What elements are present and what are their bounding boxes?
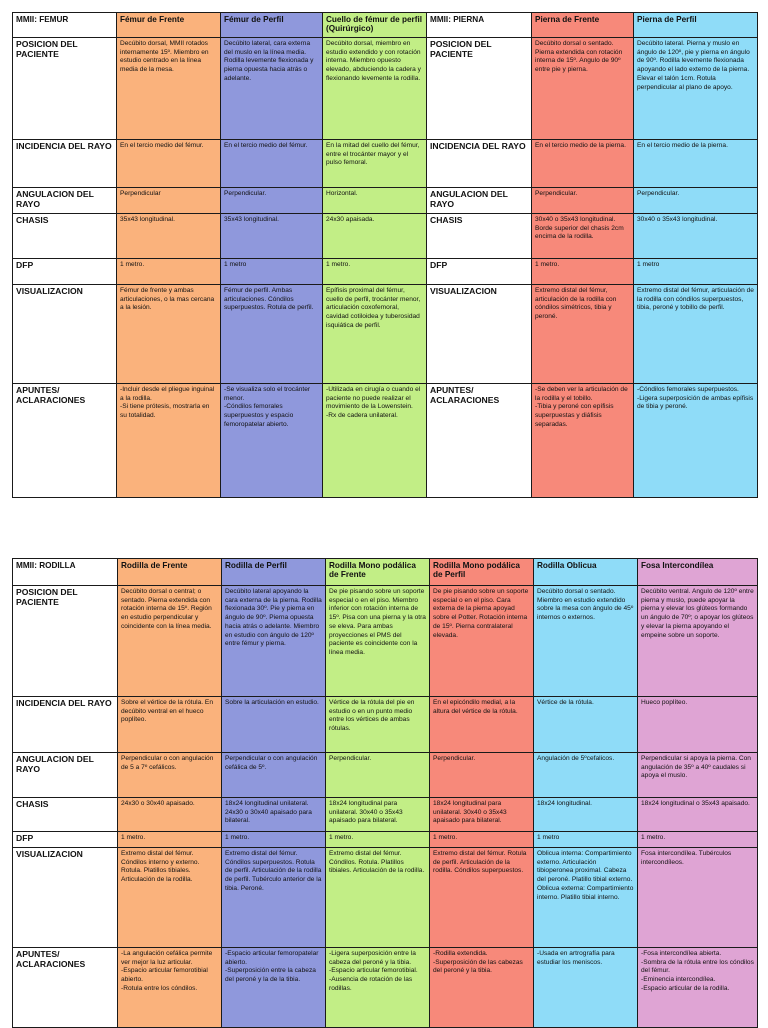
table-cell: 24x30 apaisada. [323, 214, 427, 259]
table-cell: De pie pisando sobre un soporte especial o en el piso. Cara externa de la pierna apoyad sobre el Potter. Rotación interna de 15º. Pierna contralateral elevada. [430, 586, 534, 697]
table-row [13, 832, 758, 848]
table-cell: Extremo distal del fémur, articulación de la rodilla con cóndilos superpuestos, tibia, peroné y tobillo de perfil. [634, 285, 758, 384]
table-cell: -Espacio articular femoropatelar abierto. -Superposición entre la cabeza del peroné y la de la tibia. [222, 948, 326, 1028]
table-cell: Perpendicular. [532, 188, 634, 214]
table-cell: Angulación de 5ºcefalicos. [534, 753, 638, 798]
row-label: INCIDENCIA DEL RAYO [13, 697, 118, 753]
header-rodilla-frente: Rodilla de Frente [118, 559, 222, 586]
row-label: ANGULACION DEL RAYO [13, 753, 118, 798]
row-label: DFP [427, 259, 532, 285]
table-cell: -Fosa intercondílea abierta. -Sombra de la rótula entre los cóndilos del fémur. -Eminencia intercondílea. -Espacio articular de la rodilla. [638, 948, 758, 1028]
table-row [13, 188, 758, 214]
header-rodilla-mono-perfil: Rodilla Mono podálica de Perfil [430, 559, 534, 586]
row-label: INCIDENCIA DEL RAYO [13, 140, 117, 188]
header-rodilla-perfil: Rodilla de Perfil [222, 559, 326, 586]
table-cell: Extremo distal del fémur. Rotula de perfil. Articulación de la rodilla. Cóndilos superpuestos. [430, 848, 534, 948]
table-cell: Horizontal. [323, 188, 427, 214]
table-cell: Decúbito dorsal, MMII rotados internamente 15º. Miembro en estudio centrado en la línea media de la mesa. [117, 38, 221, 140]
header-femur-perfil: Fémur de Perfil [221, 13, 323, 38]
table-row [13, 948, 758, 1028]
row-label: POSICION DEL PACIENTE [427, 38, 532, 140]
table-cell: Vértice de la rótula del pie en estudio o en un punto medio entre los vértices de ambas rótulas. [326, 697, 430, 753]
table-cell: 18x24 longitudinal para unilateral. 30x40 o 35x43 apaisado para bilateral. [430, 798, 534, 832]
table-header-row [13, 13, 758, 38]
row-label: CHASIS [427, 214, 532, 259]
header-rodilla-oblicua: Rodilla Oblicua [534, 559, 638, 586]
row-label: ANGULACION DEL RAYO [427, 188, 532, 214]
table-cell: Extremo distal del fémur. Cóndilos superpuestos. Rotula de perfil. Articulación de la rodilla de perfil. Tubérculo anterior de la tibia. Peroné. [222, 848, 326, 948]
table-cell: 1 metro. [117, 259, 221, 285]
row-label: CHASIS [13, 798, 118, 832]
table-cell: Decúbito lateral apoyando la cara externa de la pierna. Rodilla flexionada 30º. Pie y pierna en ángulo de 90º. Pierna opuesta hacia atrás o adelante. Miembro en estudio con ángulo de 120º entre fémur y pierna. [222, 586, 326, 697]
table-cell: Decúbito dorsal o central; o sentado. Pierna extendida con rotación interna de 15º. Región en estudio perpendicular y coincidente con la línea media. [118, 586, 222, 697]
table-cell: Decúbito dorsal o sentado. Pierna extendida con rotación interna de 15º. Angulo de 90º entre pie y pierna. [532, 38, 634, 140]
table-cell: Decúbito lateral, cara externa del muslo en la línea media. Rodilla levemente flexionada y pierna opuesta hacia atrás o adelante. [221, 38, 323, 140]
row-label: APUNTES/ ACLARACIONES [427, 384, 532, 498]
table-cell: -Ligera superposición entre la cabeza del peroné y la tibia. -Espacio articular femorotibial. -Ausencia de rotación de las rodillas. [326, 948, 430, 1028]
table-row [13, 753, 758, 798]
table-cell: 18x24 longitudinal unilateral. 24x30 o 30x40 apaisado para bilateral. [222, 798, 326, 832]
table-cell: 1 metro. [326, 832, 430, 848]
table-cell: -Se deben ver la articulación de la rodilla y el tobillo. -Tibia y peroné con epífisis superpuestas y diáfisis separadas. [532, 384, 634, 498]
table-cell: Perpendicular. [221, 188, 323, 214]
header-pierna-frente: Pierna de Frente [532, 13, 634, 38]
table-cell: -Rodilla extendida. -Superposición de las cabezas del peroné y la tibia. [430, 948, 534, 1028]
table-cell: De pie pisando sobre un soporte especial o en el piso. Miembro inferior con rotación interna de 15º. Pisa con una pierna y la otra se eleva. Para ambas proyecciones el PMS del paciente es coincidente con la línea media. [326, 586, 430, 697]
table-cell: Perpendicular. [430, 753, 534, 798]
row-label: VISUALIZACION [13, 285, 117, 384]
table-cell: Perpendicular. [326, 753, 430, 798]
table-cell: Perpendicular si apoya la pierna. Con angulación de 35º a 40º caudales si apoya el muslo. [638, 753, 758, 798]
table-cell: 30x40 o 35x43 longitudinal. Borde superior del chasis 2cm encima de la rodilla. [532, 214, 634, 259]
table-cell: 1 metro. [118, 832, 222, 848]
table-cell: 1 metro. [323, 259, 427, 285]
femur-pierna-table [12, 12, 758, 498]
table-cell: Extremo distal del fémur, articulación de la rodilla con cóndilos simétricos, tibia y peroné. [532, 285, 634, 384]
table-cell: 1 metro. [638, 832, 758, 848]
table-cell: Epífisis proximal del fémur, cuello de perfil, trocánter menor, articulación coxofemoral, cavidad cotiloidea y tuberosidad isquiática de perfil. [323, 285, 427, 384]
table-cell: En el tercio medio de la pierna. [532, 140, 634, 188]
table-cell: 35x43 longitudinal. [221, 214, 323, 259]
table-row [13, 259, 758, 285]
table-cell: Decúbito ventral. Angulo de 120º entre pierna y muslo, puede apoyar la pierna y elevar los glúteos formando un ángulo de 70º; o apoyar los glúteos y elevar la pierna apoyando el empeine sobre un soporte. [638, 586, 758, 697]
table-cell: Fémur de frente y ambas articulaciones, o la mas cercana a la lesión. [117, 285, 221, 384]
table-cell: Perpendicular o con angulación cefálica de 5º. [222, 753, 326, 798]
table-cell: 1 metro. [430, 832, 534, 848]
table-row [13, 848, 758, 948]
row-label: INCIDENCIA DEL RAYO [427, 140, 532, 188]
header-femur-frente: Fémur de Frente [117, 13, 221, 38]
table-cell: -Se visualiza solo el trocánter menor. -Cóndilos femorales superpuestos y espacio femoropatelar abierto. [221, 384, 323, 498]
header-mmii-rodilla: MMII: RODILLA [13, 559, 118, 586]
table-cell: En el tercio medio de la pierna. [634, 140, 758, 188]
table-cell: Perpendicular. [634, 188, 758, 214]
rodilla-table [12, 558, 758, 1028]
table-cell: Fosa intercondílea. Tubérculos intercondíleos. [638, 848, 758, 948]
table-cell: 18x24 longitudinal o 35x43 apaisado. [638, 798, 758, 832]
table-cell: 18x24 longitudinal. [534, 798, 638, 832]
table-cell: Decúbito dorsal, miembro en estudio extendido y con rotación interna. Miembro opuesto elevado, abduciendo la cadera y flexionando levemente la rodilla. [323, 38, 427, 140]
table-cell: 1 metro. [222, 832, 326, 848]
header-pierna-perfil: Pierna de Perfil [634, 13, 758, 38]
table-cell: Sobre el vértice de la rótula. En decúbito ventral en el hueco poplíteo. [118, 697, 222, 753]
table-cell: Oblicua interna: Compartimiento externo. Articulación tibioperonea proximal. Cabeza del peroné. Platillo tibial externo. Oblicua externa: Compartimiento interno. Platillo tibial interno. [534, 848, 638, 948]
table-header-row [13, 559, 758, 586]
table-cell: Decúbito lateral. Pierna y muslo en ángulo de 120º, pie y pierna en ángulo de 90º. Rodilla levemente flexionada apoyando el lado externo de la pierna. Elevar el talón 1cm. Rotula perpendicular al plano de apoyo. [634, 38, 758, 140]
table-cell: Decúbito dorsal o sentado. Miembro en estudio extendido sobre la mesa con ángulo de 45º internos o externos. [534, 586, 638, 697]
table-cell: 1 metro. [532, 259, 634, 285]
table-cell: -La angulación cefálica permite ver mejor la luz articular. -Espacio articular femorotibial abierto. -Rotula entre los cóndilos. [118, 948, 222, 1028]
table-row [13, 798, 758, 832]
table-cell: 1 metro [634, 259, 758, 285]
row-label: APUNTES/ ACLARACIONES [13, 384, 117, 498]
table-cell: En la mitad del cuello del fémur, entre el trocánter mayor y el pulso femoral. [323, 140, 427, 188]
table-cell: 1 metro [221, 259, 323, 285]
table-row [13, 140, 758, 188]
table-cell: 18x24 longitudinal para unilateral. 30x40 o 35x43 apaisado para bilateral. [326, 798, 430, 832]
header-rodilla-mono-frente: Rodilla Mono podálica de Frente [326, 559, 430, 586]
row-label: ANGULACION DEL RAYO [13, 188, 117, 214]
table-cell: -Usada en artrografía para estudiar los meniscos. [534, 948, 638, 1028]
table-cell: 1 metro [534, 832, 638, 848]
table-row [13, 384, 758, 498]
header-cuello-femur: Cuello de fémur de perfil (Quirúrgico) [323, 13, 427, 38]
table-row [13, 697, 758, 753]
table-cell: Perpendicular [117, 188, 221, 214]
table-row [13, 214, 758, 259]
table-cell: -Cóndilos femorales superpuestos. -Ligera superposición de ambas epífisis de tibia y peroné. [634, 384, 758, 498]
table-row [13, 586, 758, 697]
row-label: VISUALIZACION [13, 848, 118, 948]
table-cell: Extremo distal del fémur. Cóndilos interno y externo. Rotula. Platillos tibiales. Articulación de la rodilla. [118, 848, 222, 948]
row-label: POSICION DEL PACIENTE [13, 586, 118, 697]
row-label: POSICION DEL PACIENTE [13, 38, 117, 140]
table-cell: Perpendicular o con angulación de 5 a 7º cefálicos. [118, 753, 222, 798]
table-cell: Extremo distal del fémur. Cóndilos. Rotula. Platillos tibiales. Articulación de la rodilla. [326, 848, 430, 948]
row-label: APUNTES/ ACLARACIONES [13, 948, 118, 1028]
row-label: CHASIS [13, 214, 117, 259]
table-row [13, 38, 758, 140]
table-cell: -Utilizada en cirugía o cuando el paciente no puede realizar el movimiento de la Lowenstein. -Rx de cadera unilateral. [323, 384, 427, 498]
header-mmii-femur: MMII: FEMUR [13, 13, 117, 38]
header-mmii-pierna: MMII: PIERNA [427, 13, 532, 38]
table-cell: 30x40 o 35x43 longitudinal. [634, 214, 758, 259]
table-row [13, 285, 758, 384]
table-cell: En el tercio medio del fémur. [221, 140, 323, 188]
row-label: DFP [13, 832, 118, 848]
table-cell: Vértice de la rótula. [534, 697, 638, 753]
header-fosa-intercondilea: Fosa Intercondílea [638, 559, 758, 586]
table-cell: En el tercio medio del fémur. [117, 140, 221, 188]
row-label: DFP [13, 259, 117, 285]
table-cell: Sobre la articulación en estudio. [222, 697, 326, 753]
table-cell: Fémur de perfil. Ambas articulaciones. Cóndilos superpuestos. Rotula de perfil. [221, 285, 323, 384]
table-cell: Hueco poplíteo. [638, 697, 758, 753]
row-label: VISUALIZACION [427, 285, 532, 384]
table-cell: 24x30 o 30x40 apaisado. [118, 798, 222, 832]
table-cell: -Incluir desde el pliegue inguinal a la rodilla. -Si tiene prótesis, mostrarla en su totalidad. [117, 384, 221, 498]
table-cell: En el epicóndilo medial, a la altura del vértice de la rótula. [430, 697, 534, 753]
table-cell: 35x43 longitudinal. [117, 214, 221, 259]
